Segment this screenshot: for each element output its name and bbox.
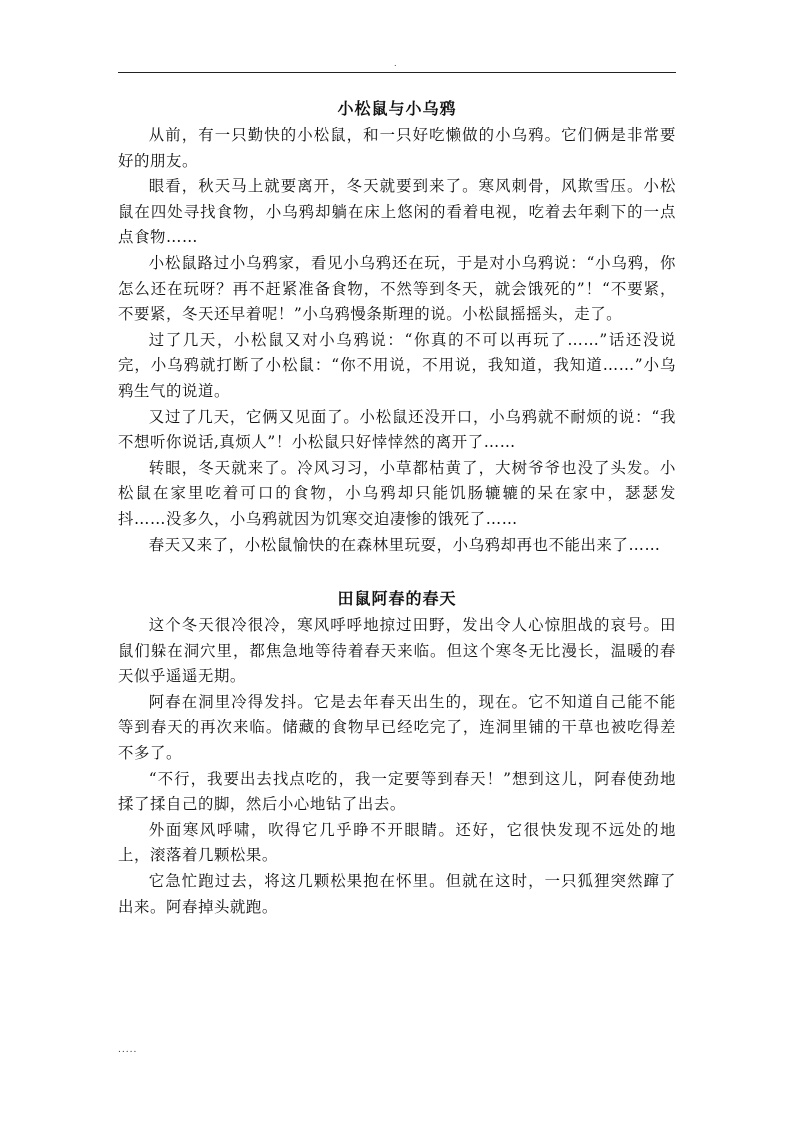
story-title: 田鼠阿春的春天	[337, 589, 457, 609]
paragraph: 它急忙跑过去，将这几颗松果抱在怀里。但就在这时，一只狐狸突然蹿了出来。阿春掉头就跑。	[118, 872, 676, 916]
footer-mark: .....	[118, 1045, 138, 1055]
paragraph: 过了几天，小松鼠又对小乌鸦说：“你真的不可以再玩了……”话还没说完，小乌鸦就打断了小松鼠：“你不用说，不用说，我知道，我知道……”小乌鸦生气的说道。	[118, 330, 676, 400]
paragraph: 这个冬天很冷很冷，寒风呼呼地掠过田野，发出令人心惊胆战的哀号。田鼠们躲在洞穴里，都焦急地等待着春天来临。但这个寒冬无比漫长，温暖的春天似乎遥遥无期。	[118, 616, 676, 686]
paragraph: 眼看，秋天马上就要离开，冬天就要到来了。寒风刺骨，风欺雪压。小松鼠在四处寻找食物，小乌鸦却躺在床上悠闲的看着电视，吃着去年剩下的一点点食物……	[118, 177, 676, 247]
paragraph: 春天又来了，小松鼠愉快的在森林里玩耍，小乌鸦却再也不能出来了……	[148, 535, 661, 554]
story-field-mouse-spring	[118, 586, 676, 920]
header-rule	[118, 72, 676, 73]
document-body	[118, 96, 676, 920]
header-mark: .	[394, 59, 397, 68]
paragraph: “不行，我要出去找点吃的，我一定要等到春天！”想到这儿，阿春使劲地揉了揉自己的脚，然后小心地钻了出去。	[118, 769, 676, 814]
story-squirrel-crow	[118, 96, 676, 558]
paragraph: 阿春在洞里冷得发抖。它是去年春天出生的，现在。它不知道自己能不能等到春天的再次来临。储藏的食物早已经吃完了，连洞里铺的干草也被吃得差不多了。	[118, 692, 676, 763]
paragraph: 小松鼠路过小乌鸦家，看见小乌鸦还在玩，于是对小乌鸦说：“小乌鸦，你怎么还在玩呀？再不赶紧准备食物，不然等到冬天，就会饿死的”！“不要紧，不要紧，冬天还早着呢！”小乌鸦慢条斯理的说。小松鼠摇摇头，走了。	[118, 253, 676, 324]
paragraph: 外面寒风呼啸，吹得它几乎睁不开眼睛。还好，它很快发现不远处的地上，滚落着几颗松果。	[118, 820, 676, 865]
story-title: 小松鼠与小乌鸦	[337, 99, 457, 118]
paragraph: 从前，有一只勤快的小松鼠，和一只好吃懒做的小乌鸦。它们俩是非常要好的朋友。	[118, 126, 676, 170]
paragraph: 又过了几天，它俩又见面了。小松鼠还没开口，小乌鸦就不耐烦的说：“我不想听你说话,真烦人”！小松鼠只好悻悻然的离开了……	[118, 407, 676, 452]
paragraph: 转眼，冬天就来了。冷风习习，小草都枯黄了，大树爷爷也没了头发。小松鼠在家里吃着可口的食物，小乌鸦却只能饥肠辘辘的呆在家中，瑟瑟发抖……没多久，小乌鸦就因为饥寒交迫凄惨的饿死了……	[118, 458, 676, 528]
